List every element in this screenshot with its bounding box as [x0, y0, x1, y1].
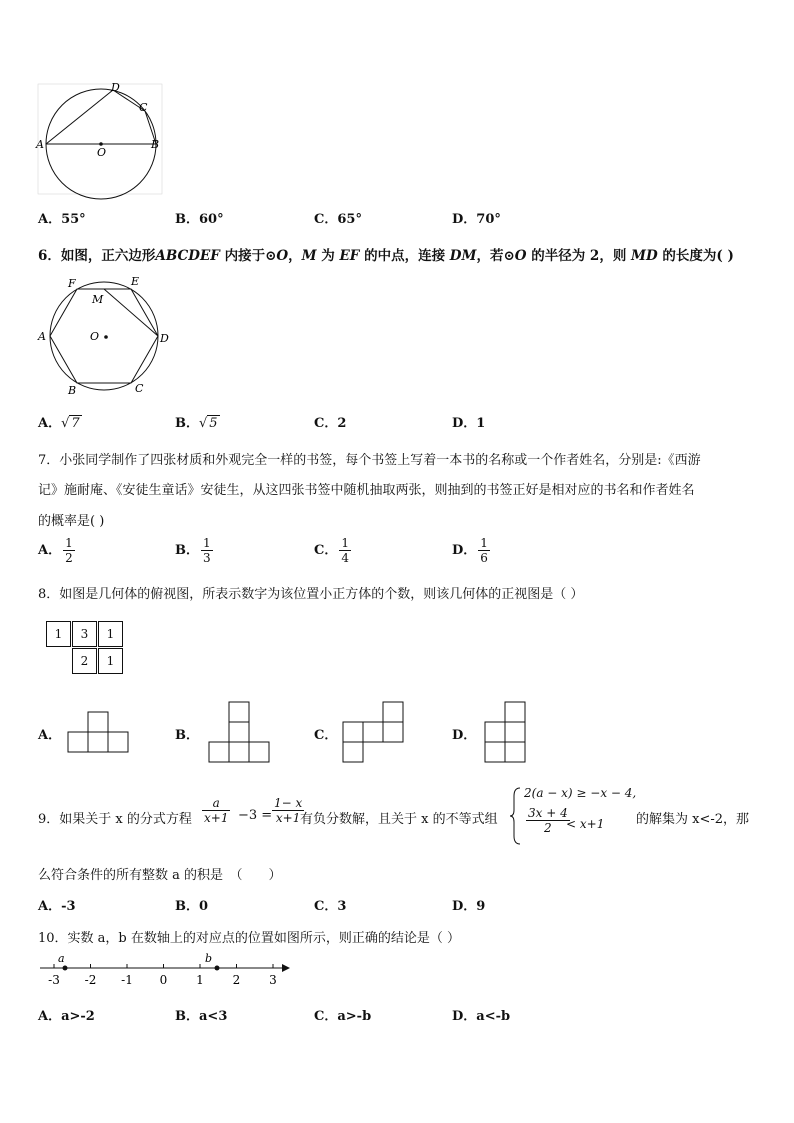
q6-option-d[interactable]: D．1: [452, 416, 486, 431]
q9-question-line-1: 9．如果关于 x 的分式方程 $\frac{a}{x+1}$ −3 = $\frac{1- x}{x+1}$ 有负分数解，且关于 x 的不等式组 2(a − x) ≥ −x − 4, $\frac{3x + 4}{2}$ < x+1 的解集为 x<-2，那: [38, 786, 758, 846]
q7-option-c[interactable]: C． $\frac{1}{4}$: [314, 536, 349, 565]
q10-option-a[interactable]: A．a>-2: [38, 1009, 95, 1024]
q8-option-c[interactable]: C．: [314, 728, 338, 743]
q10-option-c[interactable]: C．a>-b: [314, 1009, 372, 1024]
q6-center-dot: [104, 335, 108, 339]
q10-tick-label: 2: [232, 973, 241, 987]
q7-line-3: 的概率是( ): [38, 514, 105, 529]
q6-label-m: M: [92, 293, 104, 306]
q10-label-a: a: [58, 952, 65, 965]
q10-tick-label: 3: [269, 973, 277, 987]
q8-top-view-grid: [46, 621, 126, 675]
q5-option-d[interactable]: D．70°: [452, 212, 501, 227]
q8-option-d[interactable]: D．: [452, 728, 477, 743]
q7-line-1: 7．小张同学制作了四张材质和外观完全一样的书签，每个书签上写着一本书的名称或一个作者姓名，分别是:《西游: [38, 453, 701, 468]
q6-option-c[interactable]: C．2: [314, 416, 347, 431]
q8-option-a[interactable]: A．: [38, 728, 62, 743]
q10-tick-label: -1: [121, 973, 133, 987]
q5-option-b[interactable]: B．60°: [175, 212, 224, 227]
q5-option-c[interactable]: C．65°: [314, 212, 362, 227]
q5-label-o: O: [97, 146, 107, 159]
q10-tick-label: -2: [84, 973, 97, 987]
q5-option-a[interactable]: A．55°: [38, 212, 86, 227]
q5-label-d: D: [111, 81, 120, 94]
q8-cell: 3: [72, 621, 97, 647]
q8-option-b-figure: [207, 700, 271, 768]
q6-label-o: O: [90, 330, 100, 343]
q10-option-b[interactable]: B．a<3: [175, 1009, 228, 1024]
q6-figure: [34, 270, 179, 404]
q9-question-line-2: 么符合条件的所有整数 a 的积是 （ ）: [38, 868, 282, 883]
q6-label-b: B: [68, 384, 77, 397]
q6-label-a: A: [38, 330, 46, 343]
q6-label-d: D: [160, 332, 169, 345]
q10-option-d[interactable]: D．a<-b: [452, 1009, 511, 1024]
q8-cell: 1: [98, 621, 123, 647]
q10-label-b: b: [205, 952, 213, 965]
q6-segment-dm: [104, 289, 158, 336]
q7-option-b[interactable]: B． $\frac{1}{3}$: [175, 536, 211, 565]
q8-cell: 2: [72, 648, 97, 674]
q9-option-a[interactable]: A．-3: [38, 899, 76, 914]
q9-option-c[interactable]: C．3: [314, 899, 347, 914]
q10-point-a: [63, 966, 68, 971]
q6-circle: [50, 282, 158, 390]
q5-label-b: B: [151, 138, 160, 151]
q7-line-2: 记》施耐庵、《安徒生童话》安徒生，从这四张书签中随机抽取两张，则抽到的书签正好是相对应的书名和作者姓名: [38, 483, 695, 498]
q6-hexagon: [50, 289, 158, 383]
q6-option-b[interactable]: B．√ 5: [175, 416, 218, 431]
q7-option-a[interactable]: A． $\frac{1}{2}$: [38, 536, 73, 565]
q7-option-d[interactable]: D． $\frac{1}{6}$: [452, 536, 488, 565]
q5-chord-ad: [46, 90, 113, 144]
q6-label-c: C: [135, 382, 144, 395]
q5-figure: [34, 80, 174, 204]
q8-option-b[interactable]: B．: [175, 728, 199, 743]
q8-cell: 1: [98, 648, 123, 674]
q10-tick-label: 0: [159, 973, 168, 987]
q9-option-b[interactable]: B．0: [175, 899, 209, 914]
q8-option-a-figure: [66, 710, 130, 758]
q9-option-d[interactable]: D．9: [452, 899, 486, 914]
q6-label-f: F: [68, 277, 76, 290]
q6-option-a[interactable]: A．√ 7: [38, 416, 80, 431]
q10-tick-label: -3: [48, 973, 60, 987]
q5-label-c: C: [139, 101, 148, 114]
q10-tick-label: 1: [196, 973, 204, 987]
q10-question: 10．实数 a，b 在数轴上的对应点的位置如图所示，则正确的结论是（ ）: [38, 931, 461, 946]
q8-question: 8．如图是几何体的俯视图，所表示数字为该位置小正方体的个数，则该几何体的正视图是（ ）: [38, 587, 584, 602]
q10-point-b: [215, 966, 220, 971]
q6-question: 6．如图，正六边形ABCDEF 内接于⊙O，M 为 EF 的中点，连接 DM，若⊙O 的半径为 2，则 MD 的长度为( ): [38, 248, 734, 264]
q8-option-c-figure: [341, 700, 405, 768]
q8-cell: 1: [46, 621, 71, 647]
q8-option-d-figure: [483, 700, 527, 768]
q5-label-a: A: [36, 138, 44, 151]
q10-number-line: [38, 952, 298, 996]
q6-label-e: E: [131, 275, 140, 288]
